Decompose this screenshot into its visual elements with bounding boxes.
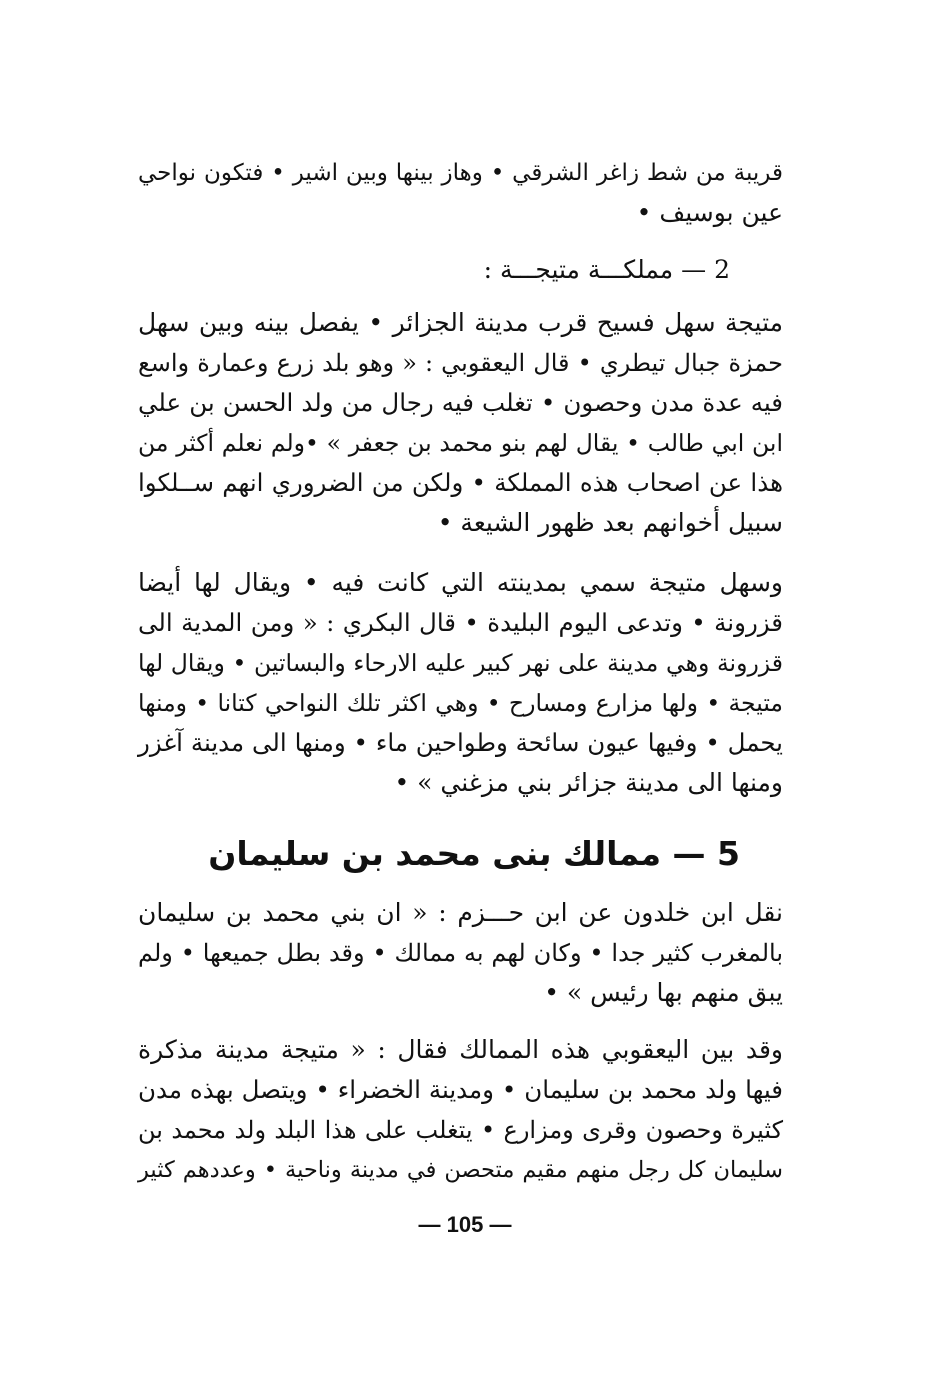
text-line: فيه عدة مدن وحصون • تغلب فيه رجال من ولد الحسن بن علي	[138, 388, 783, 417]
text-line: وسهل متيجة سمي بمدينته التي كانت فيه • ويقال لها أيضا	[138, 568, 783, 597]
text-line: يبق منهم بها رئيس » •	[544, 978, 783, 1007]
text-line: سبيل أخوانهم بعد ظهور الشيعة •	[437, 508, 783, 537]
text-line: نقل ابن خلدون عن ابن حـــزم : « ان بني محمد بن سليمان	[138, 898, 783, 927]
section-heading: 5 — ممالك بنى محمد بن سليمان	[208, 834, 740, 873]
paragraph-ibn-khaldun	[138, 893, 783, 1013]
text-line: ومنها الى مدينة جزائر بني مزغني » •	[394, 768, 783, 797]
text-line: قزرونة • وتدعى اليوم البليدة • قال البكري : « ومن المدية الى	[138, 608, 783, 637]
text-line: هذا عن اصحاب هذه المملكة • ولكن من الضروري انهم ســلكوا	[138, 468, 783, 497]
text-line: بالمغرب كثير جدا • وكان لهم به ممالك • وقد بطل جميعها • ولم	[138, 939, 783, 967]
text-line: ابن ابي طالب • يقال لهم بنو محمد بن جعفر » •ولم نعلم أكثر من	[138, 429, 783, 457]
text-line: عين بوسيف •	[636, 198, 783, 227]
text-line: قزرونة وهي مدينة على نهر كبير عليه الارحاء والبساتين • ويقال لها	[138, 649, 783, 677]
page-number: — 105 —	[418, 1212, 512, 1237]
paragraph-mitidja-plain	[138, 303, 783, 543]
text-line: كثيرة وحصون وقرى ومزارع • يتغلب على هذا البلد ولد محمد بن	[138, 1116, 783, 1144]
text-line: فيها ولد محمد بن سليمان • ومدينة الخضراء • ويتصل بهذه مدن	[138, 1075, 783, 1104]
text-line: متيجة • ولها مزارع ومسارح • وهي اكثر تلك النواحي كتانا • ومنها	[138, 689, 783, 717]
paragraph-yaqubi	[138, 1030, 783, 1190]
text-line: سليمان كل رجل منهم مقيم متحصن في مدينة وناحية • وعددهم كثير	[138, 1157, 783, 1183]
text-line: متيجة سهل فسيح قرب مدينة الجزائر • يفصل بينه وبين سهل	[138, 308, 783, 337]
paragraph-qazruna	[138, 563, 783, 803]
text-line: حمزة جبال تيطري • قال اليعقوبي : « وهو بلد زرع وعمارة واسع	[138, 349, 783, 377]
text-line: وقد بين اليعقوبي هذه الممالك فقال : « متيجة مدينة مذكرة	[138, 1035, 783, 1064]
subsection-heading-mitidja: 2 — مملكـــة متيجـــة :	[483, 255, 730, 284]
paragraph-continuation	[138, 153, 783, 233]
text-line: يحمل • وفيها عيون سائحة وطواحين ماء • ومنها الى مدينة آغزر	[138, 728, 783, 757]
text-line: قريبة من شط زاغر الشرقي • وهاز بينها وبين اشير • فتكون نواحي	[138, 160, 783, 186]
